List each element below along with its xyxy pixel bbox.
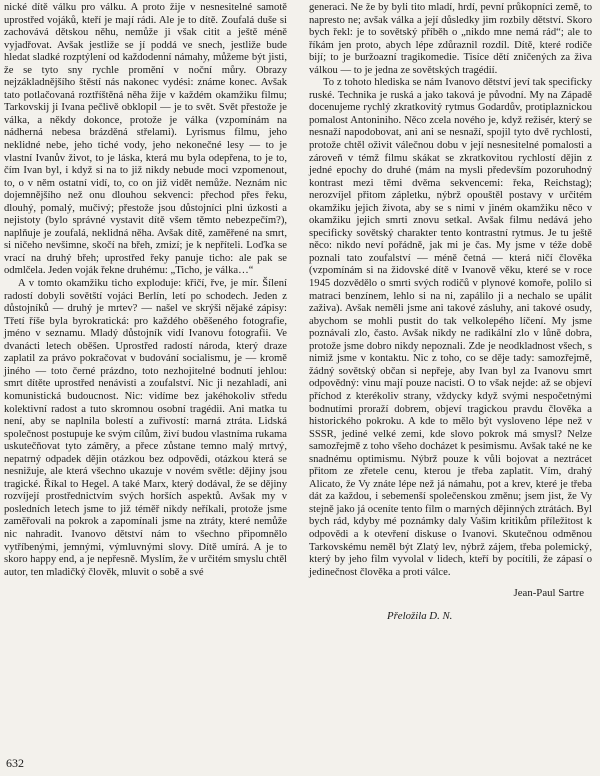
paragraph: A v tomto okamžiku ticho exploduje: křičí, řve, je mír. Šílení radostí dobyli sovětští vojáci Berlín, letí po schodech. Jeden z důstojníků — druhý je mrtev? — našel ve skrýši nějaké zápisy: Třetí říše byla byrokratická: pro každého oběšeného fotografie, jméno v seznamu. Mladý důstojník vidí Ivanovu fotografii. Ve dvanácti letech oběšen. Uprostřed radostí národa, který draze zaplatil za právo pokračovat v budování socialismu, je — kromě jiného — toto černé prázdno, toto nezhojitelné bodnutí jehlou: smrt dítěte uprostřed nenávisti a zoufalství. Nic ji nezahladí, ani komunistická budoucnost. Nic: vidíme bez jakéhokoliv středu kolektivní radost a tuto skromnou osobní tragédii. Ani matka tu není, aby se naplnila bolestí a zuřivostí: marná ztráta. Lidská společnost postupuje ke svým cílům, živí budou vlastníma rukama uskutečňovat tyto záměry, a přece zůstane temno malý mrtvý, nepatrný odpadek dějin otázkou bez odpovědi, otázkou která se nesnižuje, ale která všechno ukazuje v novém světle: dějiny jsou tragické. Říkal to Hegel. A také Marx, který dodával, že se dějiny rozvíjejí prostřednictvím svých horších aspektů. Avšak my v posledních letech jsme to již téměř nikdy neříkali, protože jsme zaměřovali na pokrok a zapomínali jsme na ztráty, které nemůže nic nahradit. Ivanovo dětství nám to všechno připomnělo vytříbenými, jemnými, výmluvnými slovy. Dítě umírá. A je to skoro happy end, a je nepřesně. Myslím, že v určitém smyslu chtěl autor, ten mladičký člověk, mluvit o sobě a své xyxy=(4,278,287,578)
left-column xyxy=(4,2,287,579)
paragraph: To z tohoto hlediska se nám Ivanovo dětství jeví tak specificky ruské. Technika je ruská a jako taková je původní. My na Západě docenujeme rychlý zkratkovitý rytmus Godardův, protiplaznickou pomalost Antoniniho. Něco zcela nového je, když režisér, který se nesnaží napodobovat, ani ani se nesnaží, spojil tyto dvě rychlosti, protože chtěl oživit válečnou dobu v její nesnesitelné pomalosti a zároveň v témž filmu skákat se zkratkovitou rychlostí dějin z jedné epochy do druhé (mám na mysli především pozoruhodný kontrast mezi těmi dvěma sekvencemi: řeka, Reichstag); nerozvíjel přitom zápletku, nýbrž opouštěl postavy v určitém okamžiku jejich života, aby se s nimi v jiném okamžiku něco v okamžiku jejich smrti znovu setkal. Avšak filmu nedává jeho specificky sovětský charakter tento kontrastní rytmus. Je tu ještě něco: nikdo neví pořádně, jak mi je čas. My jsme v téže době poznali tato zoufalství — méně četná — která ničí člověka (vzpomínám si na židovské dítě v Ivanově věku, které se v roce 1945 dozvědělo o smrti svých rodičů v plynové komoře, polilo si matraci benzínem, lehlo si na ni, zapálilo ji a nechalo se upálit zaživa). Avšak neměli jsme ani takové zásluhy, ani takové osudy, abychom se mohli pustit do tak velkolepého líčení. My jsme poznávali zlo, často. Avšak nikdy ne radikální zlo v lůně dobra, protože jsme dobro nikdy nepoznali. Zde je neodkladnost všech, s nimiž jsme v kontaktu. Nic z toho, co se děje tady: samozřejmě, žádný sovětský občan si nepřeje, aby Ivan byl za Ivanovu smrt odpovědný: vinu mají pouze nacisti. O to však nejde: až se objeví příchod z kterékoliv strany, vždycky když svými nespočetnými bodnutími proraží dobrem, objeví tragickou pravdu člověka a historického pokroku. A kde to mělo být vysloveno lépe než v SSSR, jediné velké zemi, kde slovo pokrok má smysl? Nelze samozřejmě z toho všeho docházet k pesimismu. Avšak také ne ke snadnému optimismu. Nýbrž pouze k vůli bojovat a neztrácet přitom ze zřetele cenu, kterou je třeba zaplatit. Vím, drahý Alicato, že Vy znáte lépe než já námahu, pot a krev, které je třeba dát za každou, i sebemenší společenskou změnu; jsem jist, že Vy stejně jako já oceníte tento film o marných dějinných ztrátách. Byl bych rád, kdyby mé poznámky daly Vašim kritikům příležitost k odpovědi a k otevření diskuse o Ivanovi. Skutečnou odměnou Tarkovskému neměl být Zlatý lev, nýbrž zájem, třeba polemický, který by jeho film vyvolal v lidech, kteří by pocítili, že zápasí o jedinečnost člověka a proti válce. xyxy=(309,77,592,578)
author-signature: Jean-Paul Sartre xyxy=(513,587,584,600)
paragraph: nické dítě válku pro válku. A proto žije v nesnesitelné samotě uprostřed vojáků, kteří je mají rádi. Ale je to dítě. Zoufalá duše si zachovává dětskou něhu, nemůže ji však citit a ještě méně vyjadřovat. Avšak jestliže se jí poddá ve snech, jestliže bude hledat sladké rozptýlení od každodenní námahy, můžeme být jisti, že se tyto sny rychle promění v noční můry. Obrazy nejzákladnějšího štěstí nás nakonec vydési: známe konec. Avšak tato potlačovaná roztříštěná něha žije v každém okamžiku filmu; Tarkovskij ji Ivana pečlivě obklopil — je to svět. Svět přestože je válka, a někdy dokonce, protože je válka (vzpomínám na nádherná nebesa brázděná střelami). Lyrismus filmu, jeho neklidné nebe, jeho tiché vody, jeho nekonečné lesy — to je vlastní Ivanův život, to je láska, která mu byla odepřena, to je to, čím Ivan byl, i když si na to již nikdy nebude moci vzpomenout, to, o v něm ostatní vidí, to, co on již vidět nemůže. Neznám nic dojemnějšího než onu dlouhou sekvenci: přechod přes řeku, dlouhý, pomalý, mučivý; přestože jsou důstojníci plni úzkosti a nejistoty (bylo správné vystavit dítě všem těmto nebezpečím?), naplňuje je zoufalá, neklidná něha. Avšak dítě, zaměřené na smrt, si ničeho nevšimne, skočí na břeh, zmizí; je k nepříteli. Loďka se vrací na druhý břeh; uprostřed řeky panuje ticho: ale pak se odmlčela. Jeden voják řekne druhému: „Ticho, je válka…“ xyxy=(4,2,287,277)
paragraph: generaci. Ne že by byli tito mladí, hrdí, pevní průkopníci země, to napresto ne; avšak válka a její důsledky jim rozbily dětství. Skoro bych řekl: je to sovětský příběh o „nikdo mne nemá rád“; ale to říkám jen proto, abych lépe zdůraznil rozdíl. Dítě, které rodiče bijí; to je buržoazní tragikomedie. Tisíce dětí zničených za živa válkou — to je jedna ze sovětských tragédií. xyxy=(309,2,592,76)
right-column xyxy=(309,2,592,622)
page-number: 632 xyxy=(6,756,24,770)
translator-credit: Přeložila D. N. xyxy=(387,609,453,622)
